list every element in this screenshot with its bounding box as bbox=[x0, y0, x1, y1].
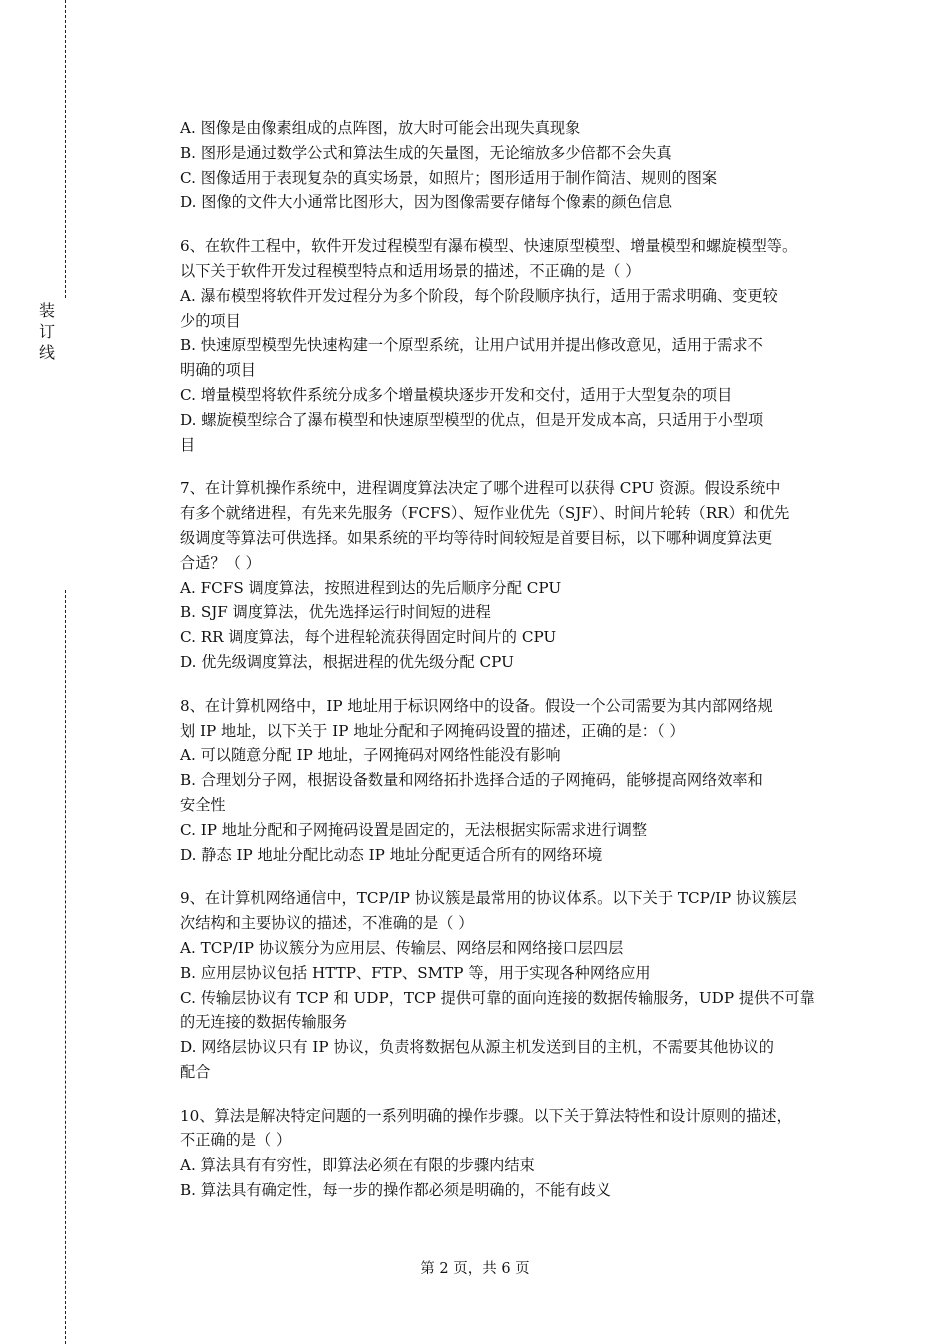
page-footer: 第 2 页，共 6 页 bbox=[420, 1261, 530, 1277]
option-line: A. 可以随意分配 IP 地址，子网掩码对网络性能没有影响 bbox=[180, 746, 561, 765]
option-line: A. 瀑布模型将软件开发过程分为多个阶段，每个阶段顺序执行，适用于需求明确、变更较 bbox=[180, 286, 778, 305]
question-stem-line: 级调度等算法可供选择。如果系统的平均等待时间较短是首要目标，以下哪种调度算法更 bbox=[180, 528, 773, 547]
question-stem-line: 9、在计算机网络通信中，TCP/IP 协议簇是最常用的协议体系。以下关于 TCP/IP 协议簇层 bbox=[180, 889, 797, 908]
option-line: A. TCP/IP 协议簇分为应用层、传输层、网络层和网络接口层四层 bbox=[180, 938, 624, 957]
option-line: 配合 bbox=[180, 1062, 211, 1081]
question-stem-line: 6、在软件工程中，软件开发过程模型有瀑布模型、快速原型模型、增量模型和螺旋模型等。 bbox=[180, 237, 798, 256]
option-line: 目 bbox=[180, 435, 196, 454]
binding-label bbox=[36, 300, 58, 363]
option-line: 的无连接的数据传输服务 bbox=[180, 1013, 348, 1032]
option-line: B. SJF 调度算法，优先选择运行时间短的进程 bbox=[180, 603, 491, 622]
option-line: B. 应用层协议包括 HTTP、FTP、SMTP 等，用于实现各种网络应用 bbox=[180, 963, 651, 982]
option-line: C. 图像适用于表现复杂的真实场景，如照片；图形适用于制作简洁、规则的图案 bbox=[180, 168, 718, 187]
option-line: B. 图形是通过数学公式和算法生成的矢量图，无论缩放多少倍都不会失真 bbox=[180, 143, 672, 162]
page-content bbox=[180, 116, 840, 1203]
option-line: A. 算法具有有穷性，即算法必须在有限的步骤内结束 bbox=[180, 1156, 535, 1175]
option-line: C. 增量模型将软件系统分成多个增量模块逐步开发和交付，适用于大型复杂的项目 bbox=[180, 385, 733, 404]
option-line: A. 图像是由像素组成的点阵图，放大时可能会出现失真现象 bbox=[180, 119, 581, 137]
option-line: 安全性 bbox=[180, 795, 226, 814]
question-stem-line: 10、算法是解决特定问题的一系列明确的操作步骤。以下关于算法特性和设计原则的描述， bbox=[180, 1106, 792, 1125]
option-line: D. 图像的文件大小通常比图形大，因为图像需要存储每个像素的颜色信息 bbox=[180, 193, 673, 212]
question-stem-line: 7、在计算机操作系统中，进程调度算法决定了哪个进程可以获得 CPU 资源。假设系统中 bbox=[180, 479, 781, 498]
option-line: B. 合理划分子网，根据设备数量和网络拓扑选择合适的子网掩码，能够提高网络效率和 bbox=[180, 771, 763, 790]
question-stem-line: 合适？（ ） bbox=[180, 553, 261, 572]
question-stem-line: 有多个就绪进程，有先来先服务（FCFS）、短作业优先（SJF）、时间片轮转（RR）和优先 bbox=[180, 504, 790, 523]
question-6 bbox=[180, 234, 840, 457]
question-stem-line: 次结构和主要协议的描述，不准确的是（ ） bbox=[180, 914, 474, 933]
option-line: 明确的项目 bbox=[180, 361, 256, 380]
option-line: B. 算法具有确定性，每一步的操作都必须是明确的，不能有歧义 bbox=[180, 1181, 611, 1200]
question-stem-line: 以下关于软件开发过程模型特点和适用场景的描述，不正确的是（ ） bbox=[180, 261, 641, 280]
option-line: 少的项目 bbox=[180, 311, 241, 330]
option-line: D. 螺旋模型综合了瀑布模型和快速原型模型的优点，但是开发成本高，只适用于小型项 bbox=[180, 410, 764, 429]
option-line: A. FCFS 调度算法，按照进程到达的先后顺序分配 CPU bbox=[180, 578, 562, 597]
question-9 bbox=[180, 886, 840, 1084]
question-stem-line: 8、在计算机网络中，IP 地址用于标识网络中的设备。假设一个公司需要为其内部网络规 bbox=[180, 696, 773, 715]
question-10 bbox=[180, 1104, 840, 1203]
question-stem-line: 划 IP 地址，以下关于 IP 地址分配和子网掩码设置的描述，正确的是：（ ） bbox=[180, 721, 685, 740]
question-7 bbox=[180, 476, 840, 674]
binding-char: 订 bbox=[38, 322, 55, 341]
question-stem-line: 不正确的是（ ） bbox=[180, 1131, 292, 1150]
previous-question-options bbox=[180, 116, 840, 215]
option-line: C. IP 地址分配和子网掩码设置是固定的，无法根据实际需求进行调整 bbox=[180, 820, 648, 839]
binding-char: 装 bbox=[38, 301, 55, 320]
option-line: C. RR 调度算法，每个进程轮流获得固定时间片的 CPU bbox=[180, 628, 557, 647]
option-line: D. 优先级调度算法，根据进程的优先级分配 CPU bbox=[180, 652, 514, 671]
option-line: D. 网络层协议只有 IP 协议，负责将数据包从源主机发送到目的主机，不需要其他协议的 bbox=[180, 1038, 774, 1057]
option-line: C. 传输层协议有 TCP 和 UDP，TCP 提供可靠的面向连接的数据传输服务，UDP 提供不可靠 bbox=[180, 988, 815, 1007]
option-line: D. 静态 IP 地址分配比动态 IP 地址分配更适合所有的网络环境 bbox=[180, 845, 603, 864]
option-line: B. 快速原型模型先快速构建一个原型系统，让用户试用并提出修改意见，适用于需求不 bbox=[180, 336, 763, 355]
question-8 bbox=[180, 694, 840, 868]
binding-char: 线 bbox=[38, 343, 55, 362]
binding-dashed-line-bottom bbox=[65, 590, 66, 1344]
binding-dashed-line-top bbox=[65, 0, 66, 298]
